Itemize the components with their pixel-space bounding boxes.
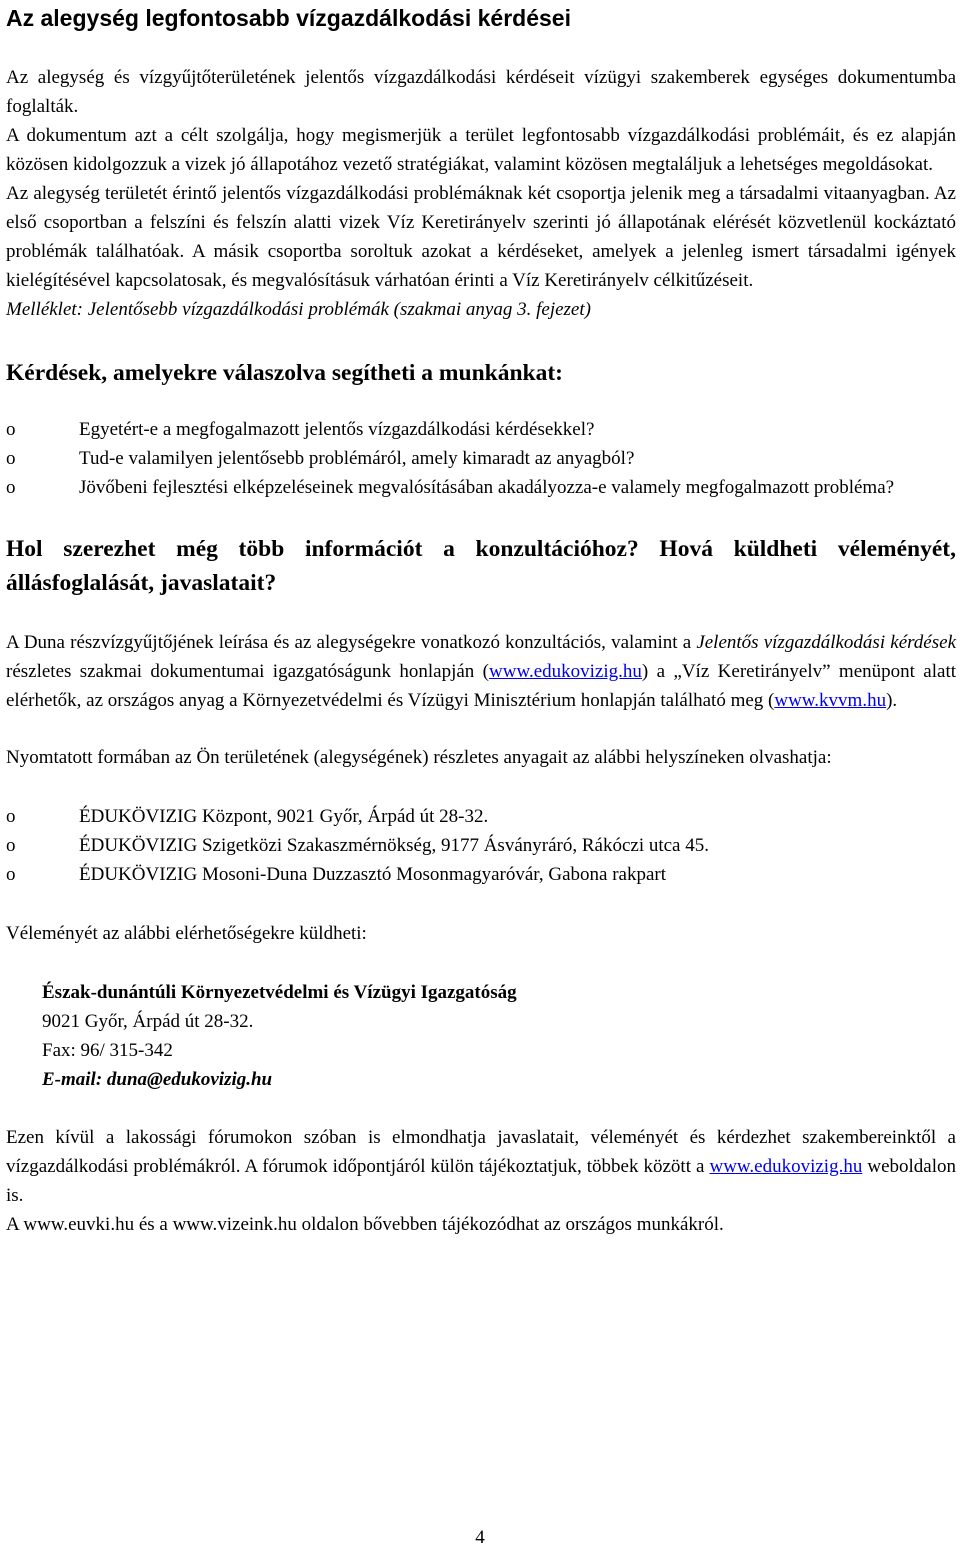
bullet-icon: o (6, 477, 16, 498)
page-number: 4 (475, 1527, 485, 1548)
contact-block (6, 978, 956, 1094)
list-item (6, 415, 956, 444)
intro-section (6, 63, 956, 324)
closing-text: weboldalon is. (6, 1156, 956, 1206)
list-item (6, 473, 956, 502)
bullet-icon: o (6, 448, 16, 469)
contact-email: E-mail: duna@edukovizig.hu (42, 1069, 273, 1090)
info-text: A Duna részvízgyűjtőjének leírása és az alegységekre vonatkozó konzultációs, valamint a (6, 632, 697, 653)
intro-paragraph-3: Az alegység területét érintő jelentős vízgazdálkodási problémáknak két csoportja jelenik meg a társadalmi vitaanyagban. Az első csoportban a felszíni és felszín alatti vizek Víz Keretirányelv szerinti jó állapotának elérését közvetlenül kockáztató problémák találhatóak. A másik csoportba soroltuk azokat a kérdéseket, amelyek a jelenleg ismert társadalmi igények kielégítésével kapcsolatosak, és megvalósításuk várhatóan érinti a Víz Keretirányelv célkitűzéseit. (6, 183, 956, 291)
annex-reference: Melléklet: Jelentősebb vízgazdálkodási problémák (szakmai anyag 3. fejezet) (6, 299, 591, 320)
location-text: ÉDUKÖVIZIG Szigetközi Szakaszmérnökség, 9177 Ásványráró, Rákóczi utca 45. (79, 835, 709, 856)
closing-paragraph-2: A www.euvki.hu és a www.vizeink.hu oldalon bővebben tájékozódhat az országos munkákról. (6, 1214, 724, 1235)
questions-heading: Kérdések, amelyekre válaszolva segítheti a munkánkat: (6, 360, 564, 386)
edukovizig-link[interactable]: www.edukovizig.hu (489, 661, 642, 682)
edukovizig-link[interactable]: www.edukovizig.hu (709, 1156, 863, 1177)
contact-address: 9021 Győr, Árpád út 28-32. (42, 1011, 254, 1032)
contact-organization: Észak-dunántúli Környezetvédelmi és Vízügyi Igazgatóság (42, 982, 517, 1003)
info-text: ) a „Víz Keretirányelv” menüpont alatt elérhetők, az országos anyag a Környezetvédelmi és Vízügyi Minisztérium honlapján található meg ( (6, 661, 957, 711)
question-text: Jövőbeni fejlesztési elképzeléseinek megvalósításában akadályozza-e valamely megfogalmazott probléma? (79, 477, 895, 498)
questions-list (6, 415, 956, 502)
info-paragraph-3: Véleményét az alábbi elérhetőségekre küldheti: (6, 923, 367, 944)
contact-fax: Fax: 96/ 315-342 (42, 1040, 173, 1061)
list-item (6, 860, 956, 889)
bullet-icon: o (6, 864, 16, 885)
bullet-icon: o (6, 806, 16, 827)
list-item (6, 444, 956, 473)
kvvm-link[interactable]: www.kvvm.hu (774, 690, 887, 711)
info-text: részletes szakmai dokumentumai igazgatóságunk honlapján ( (6, 661, 490, 682)
bullet-icon: o (6, 419, 16, 440)
intro-paragraph-2: A dokumentum azt a célt szolgálja, hogy megismerjük a terület legfontosabb vízgazdálkodási problémáit, és ez alapján közösen kidolgozzuk a vizek jó állapotához vezető stratégiákat, valamint közösen megtaláljuk a lehetséges megoldásokat. (6, 125, 956, 175)
list-item (6, 802, 956, 831)
list-item (6, 831, 956, 860)
closing-paragraph-1 (6, 1123, 956, 1210)
info-heading: Hol szerezhet még több információt a konzultációhoz? Hová küldheti véleményét, állásfoglalását, javaslatait? (6, 536, 956, 596)
document-page (6, 0, 956, 1239)
locations-list (6, 802, 956, 889)
info-italic-text: Jelentős vízgazdálkodási kérdések (696, 632, 957, 653)
location-text: ÉDUKÖVIZIG Központ, 9021 Győr, Árpád út 28-32. (79, 806, 489, 827)
question-text: Egyetért-e a megfogalmazott jelentős vízgazdálkodási kérdésekkel? (79, 419, 595, 440)
info-paragraph-2: Nyomtatott formában az Ön területének (alegységének) részletes anyagait az alábbi helyszíneken olvashatja: (6, 747, 832, 768)
question-text: Tud-e valamilyen jelentősebb problémáról, amely kimaradt az anyagból? (79, 448, 635, 469)
location-text: ÉDUKÖVIZIG Mosoni-Duna Duzzasztó Mosonmagyaróvár, Gabona rakpart (79, 864, 667, 885)
info-paragraph-1 (6, 628, 956, 715)
bullet-icon: o (6, 835, 16, 856)
info-text: ). (886, 690, 898, 711)
intro-paragraph-1: Az alegység és vízgyűjtőterületének jelentős vízgazdálkodási kérdéseit vízügyi szakemberek egységes dokumentumba foglalták. (6, 67, 956, 117)
page-title: Az alegység legfontosabb vízgazdálkodási kérdései (6, 5, 571, 31)
closing-text: Ezen kívül a lakossági fórumokon szóban is elmondhatja javaslatait, véleményét és kérdezhet szakembereinktől a vízgazdálkodási problémákról. A fórumok időpontjáról külön tájékoztatjuk, többek között a (6, 1127, 956, 1177)
